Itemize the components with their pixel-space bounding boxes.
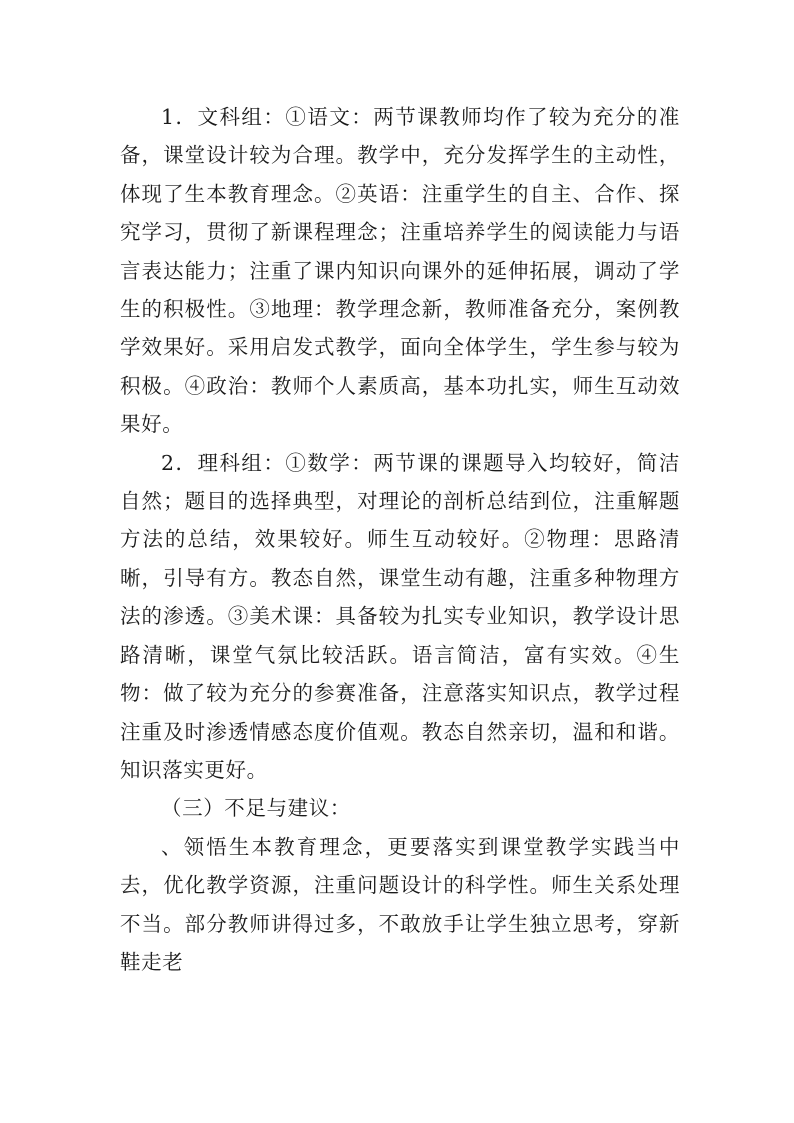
- paragraph-shortcomings-body: 、领悟生本教育理念，更要落实到课堂教学实践当中去，优化教学资源，注重问题设计的科学性。师生关系处理不当。部分教师讲得过多，不敢放手让学生独立思考，穿新鞋走老: [120, 834, 680, 974]
- section-heading-shortcomings: （三）不足与建议：: [161, 796, 351, 821]
- paragraph-science-group: 2．理科组：①数学：两节课的课题导入均较好，简洁自然；题目的选择典型，对理论的剖析总结到位，注重解题方法的总结，效果较好。师生互动较好。②物理：思路清晰，引导有方。教态自然，课堂生动有趣，注重多种物理方法的渗透。③美术课：具备较为扎实专业知识，教学设计思路清晰，课堂气氛比较活跃。语言简洁，富有实效。④生物：做了较为充分的参赛准备，注意落实知识点，教学过程注重及时渗透情感态度价值观。教态自然亲切，温和和谐。知识落实更好。: [120, 450, 680, 782]
- paragraph-arts-group: 1．文科组：①语文：两节课教师均作了较为充分的准备，课堂设计较为合理。教学中，充分发挥学生的主动性，体现了生本教育理念。②英语：注重学生的自主、合作、探究学习，贯彻了新课程理念；注重培养学生的阅读能力与语言表达能力；注重了课内知识向课外的延伸拓展，调动了学生的积极性。③地理：教学理念新，教师准备充分，案例教学效果好。采用启发式教学，面向全体学生，学生参与较为积极。④政治：教师个人素质高，基本功扎实，师生互动效果好。: [120, 105, 680, 437]
- document-body: [120, 98, 680, 981]
